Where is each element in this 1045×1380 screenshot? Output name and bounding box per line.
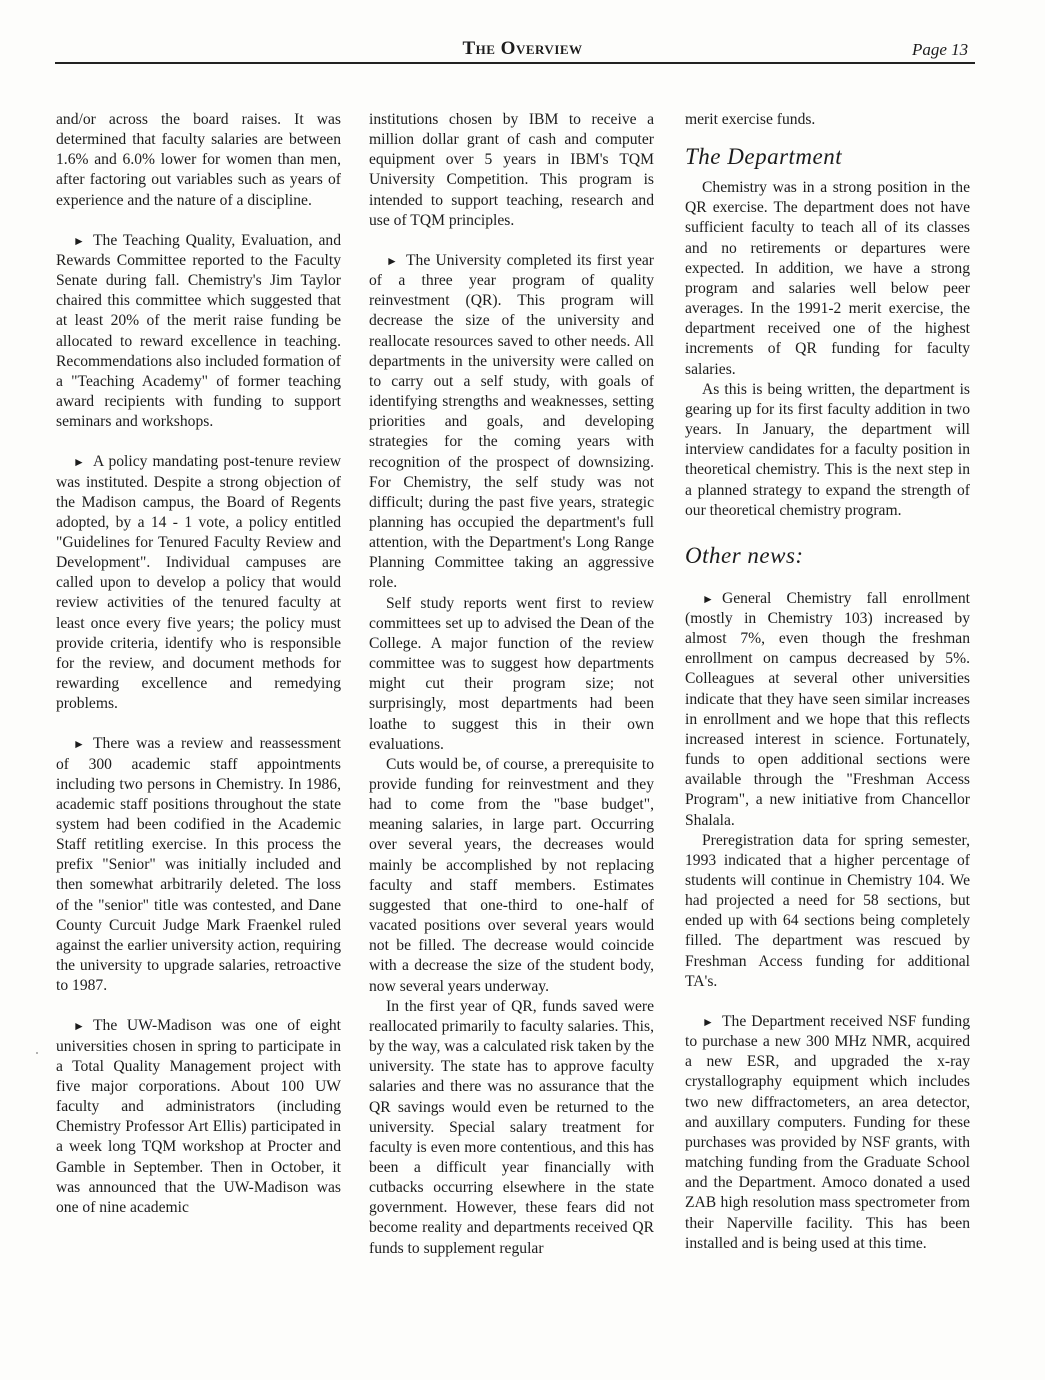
newsletter-title: The Overview	[462, 38, 583, 59]
scan-speck	[36, 1052, 38, 1054]
paragraph: and/or across the board raises. It was determined that faculty salaries are between 1.6% and 6.0% lower for women than men, after factoring out variables such as years of experience and the nature of a discipline.	[56, 111, 341, 209]
bullet-arrow-icon: ►	[73, 455, 85, 470]
bullet-arrow-icon: ►	[73, 233, 85, 248]
paragraph: Cuts would be, of course, a prerequisite to provide funding for reinvestment and they had to come from the "base budget", meaning salaries, in large part. Occurring over several years, the decreases would mainly be accomplished by not replacing faculty and staff members. Estimates suggested that one-third to one-half of vacated positions over several years would not be filled. The decrease would coincide with a decrease the size of the student body, now several years underway.	[369, 755, 654, 995]
bullet-arrow-icon: ►	[386, 253, 398, 268]
bullet-arrow-icon: ►	[73, 1019, 85, 1034]
bullet-item: ► The Department received NSF funding to purchase a new 300 MHz NMR, acquired a new ESR, and upgraded the x-ray crystallography equipment which includes two new diffractometers, an area detector, and auxillary computers. Funding for these purchases was provided by NSF grants, with matching funding from the Graduate School and the Department. Amoco donated a used ZAB high resolution mass spectrometer from their Naperville facility. This has been installed and is being used at this time.	[685, 1012, 970, 1252]
bullet-arrow-icon: ►	[702, 591, 714, 606]
column-2	[369, 110, 654, 1259]
bullet-item: ► General Chemistry fall enrollment (mostly in Chemistry 103) increased by almost 7%, even though the freshman enrollment on campus decreased by 5%. Colleagues at several other universities indicate that they have seen similar increases in enrollment and we hope that this reflects increased interest in science. Fortunately, funds to open additional sections were available through the "Freshman Access Program", a new initiative from Chancellor Shalala.	[685, 589, 970, 829]
bullet-item: ► The Teaching Quality, Evaluation, and Rewards Committee reported to the Faculty Senate during fall. Chemistry's Jim Taylor chaired this committee which suggested that at least 20% of the merit raise funding be allocated to reward excellence in teaching. Recommendations also included formation of a "Teaching Academy" of former teaching award recipients with funding to support seminars and workshops.	[56, 231, 341, 431]
page-header	[0, 0, 1045, 66]
paragraph: As this is being written, the department is gearing up for its first faculty addition in two years. In January, the department will interview candidates for a faculty position in theoretical chemistry. This is the next step in a planned strategy to expand the strength of our theoretical chemistry program.	[685, 380, 970, 519]
paragraph: Self study reports went first to review committees set up to advised the Dean of the College. A major function of the review committee was to suggest how departments might cut their program size; not surprisingly, most departments had been loathe to suggest this in their own evaluations.	[369, 594, 654, 753]
column-1	[56, 110, 341, 1218]
bullet-item: ► The University completed its first year of a three year program of quality reinvestment (QR). This program will decrease the size of the university and reallocate resources saved to other needs. All departments in the university were called on to carry out a self study, with goals of identifying strengths and weaknesses, setting priorities and goals, and developing strategies for the coming years with recognition of the prospect of downsizing. For Chemistry, the self study was not difficult; during the past five years, strategic planning has occupied the department's full attention, with the Department's Long Range Planning Committee taking an aggressive role.	[369, 251, 654, 592]
bullet-arrow-icon: ►	[73, 737, 85, 752]
column-3	[685, 110, 970, 1254]
paragraph: In the first year of QR, funds saved were reallocated primarily to faculty salaries. This, by the way, was a calculated risk taken by the university. The state has to approve faculty salaries and there was no assurance that the QR savings would even be returned to the university. Special salary treatment for faculty is even more contentious, and this has been a difficult year financially with cutbacks occurring elsewhere in the state government. However, these fears did not become reality and departments received QR funds to supplement regular	[369, 997, 654, 1257]
paragraph: merit exercise funds.	[685, 111, 816, 128]
section-heading-department: The Department	[685, 144, 843, 170]
section-heading-other-news: Other news:	[685, 542, 804, 568]
bullet-arrow-icon: ►	[702, 1014, 714, 1029]
page-number: Page 13	[912, 40, 969, 59]
paragraph: Preregistration data for spring semester, 1993 indicated that a higher percentage of students will continue in Chemistry 104. We had projected a need for 58 sections, but ended up with 64 sections being completely filled. The department was rescued by Freshman Access funding for additional TA's.	[685, 831, 970, 990]
bullet-item: ► The UW-Madison was one of eight universities chosen in spring to participate in a Total Quality Management project with five major corporations. About 100 UW faculty and administrators (including Chemistry Professor Art Ellis) participated in a week long TQM workshop at Procter and Gamble in September. Then in October, it was announced that the UW-Madison was one of nine academic	[56, 1017, 341, 1216]
paragraph: institutions chosen by IBM to receive a million dollar grant of cash and computer equipment over 5 years in IBM's TQM University Competition. This program is intended to support teaching, research and use of TQM principles.	[369, 111, 654, 229]
bullet-item: ► There was a review and reassessment of 300 academic staff appointments including two persons in Chemistry. In 1986, academic staff positions throughout the state system had been codified in the Academic Staff retitling exercise. In this process the prefix "Senior" was initially included and then somewhat arbitrarily deleted. The loss of the "senior" title was contested, and Dane County Curcuit Judge Mark Fraenkel ruled against the earlier university action, requiring the university to upgrade salaries, retroactive to 1987.	[56, 735, 341, 995]
header-rule	[55, 62, 975, 64]
bullet-item: ► A policy mandating post-tenure review was instituted. Despite a strong objection of the Madison campus, the Board of Regents adopted, by a 14 - 1 vote, a policy entitled "Guidelines for Tenured Faculty Review and Development". Individual campuses are called upon to develop a policy that would review activities of the tenured faculty at least once every five years; the policy must provide criteria, identify who is responsible for the review, and document methods for rewarding excellence and remedying problems.	[56, 453, 341, 713]
paragraph: Chemistry was in a strong position in the QR exercise. The department does not have sufficient faculty to teach all of its classes and no retirements or departures were expected. In addition, we have a strong program and salaries well below peer averages. In the 1991-2 merit exercise, the department received one of the highest increments of QR funding for faculty salaries.	[685, 179, 970, 378]
